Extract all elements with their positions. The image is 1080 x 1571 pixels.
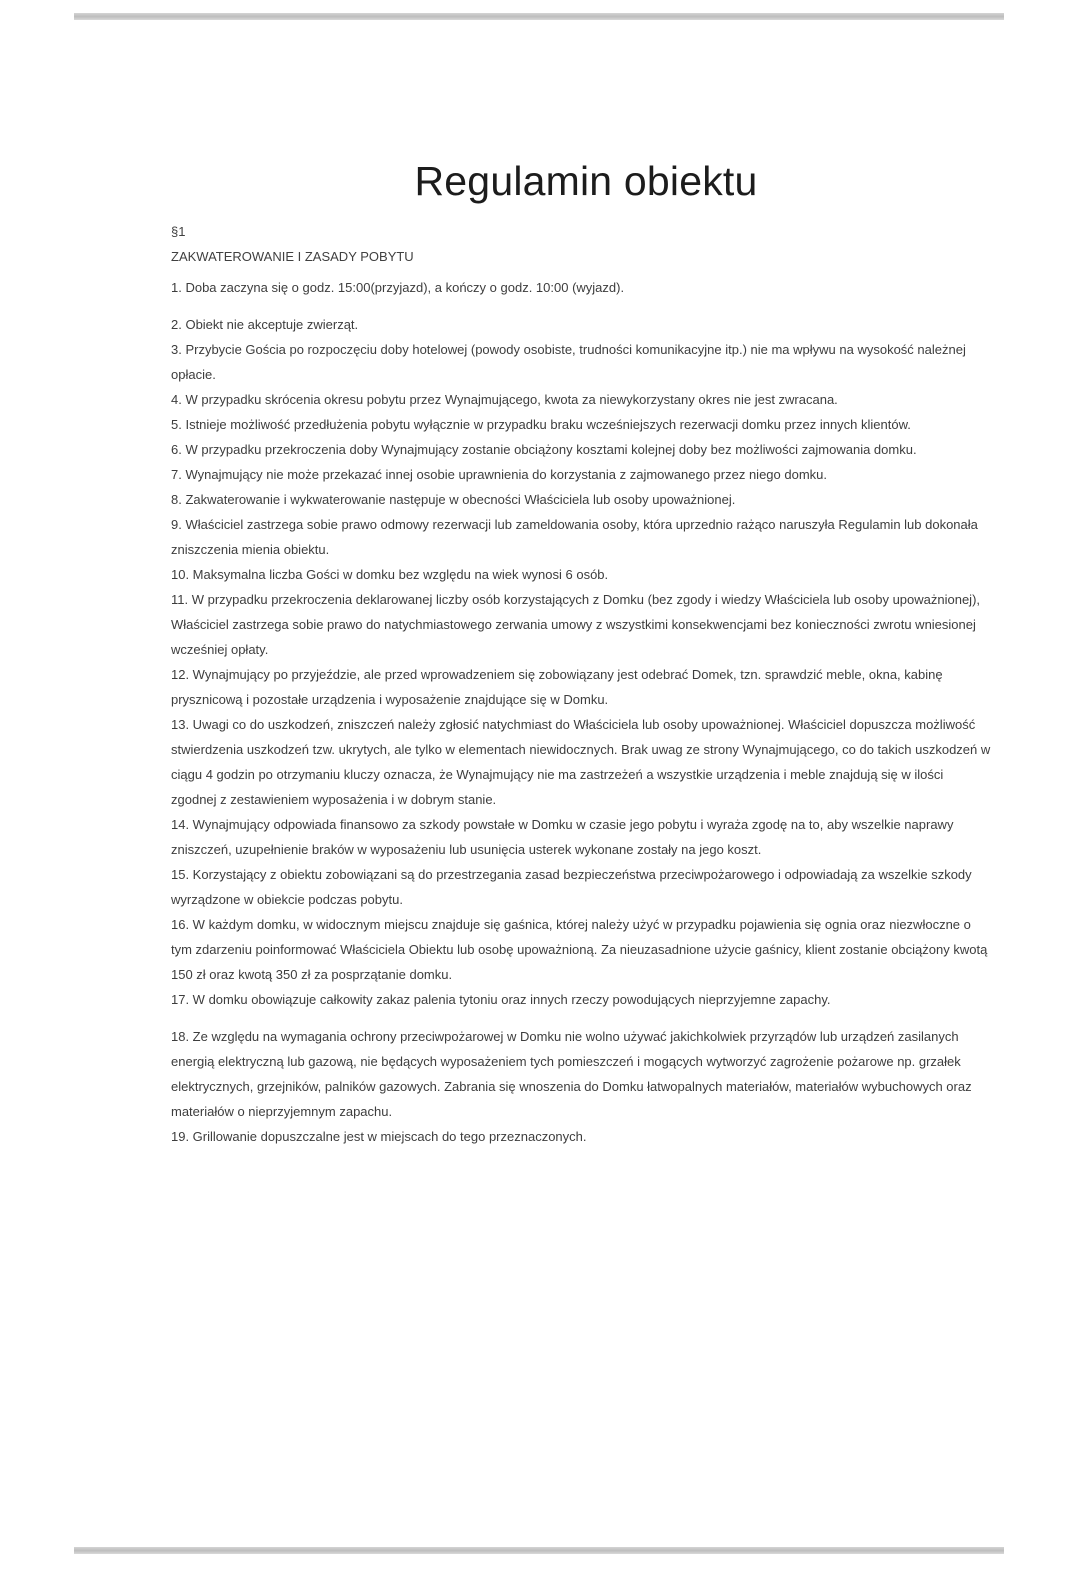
rule-item-10: 10. Maksymalna liczba Gości w domku bez względu na wiek wynosi 6 osób. [171,567,609,582]
rule-item-1: 1. Doba zaczyna się o godz. 15:00(przyjazd), a kończy o godz. 10:00 (wyjazd). [171,280,625,295]
rule-item-13: 13. Uwagi co do uszkodzeń, zniszczeń należy zgłosić natychmiast do Właściciela lub osoby upoważnionej. Właściciel dopuszcza możliwość stwierdzenia uszkodzeń tzw. ukrytych, ale tylko w elementach niewidocznych. Brak uwag ze strony Wynajmującego, co do takich uszkodzeń w ciągu 4 godzin po otrzymaniu kluczy oznacza, że Wynajmujący nie ma zastrzeżeń a wszystkie urządzenia i meble znajdują się w ilości zgodnej z zestawieniem wyposażenia i w dobrym stanie. [171,717,991,807]
rule-item-11: 11. W przypadku przekroczenia deklarowanej liczby osób korzystających z Domku (bez zgody i wiedzy Właściciela lub osoby upoważnionej), Właściciel zastrzega sobie prawo do natychmiastowego zerwania umowy z wszystkimi konsekwencjami bez konieczności zwrotu wniesionej wcześniej opłaty. [171,592,981,657]
rule-item-4: 4. W przypadku skrócenia okresu pobytu przez Wynajmującego, kwota za niewykorzystany okres nie jest zwracana. [171,392,838,407]
rules-list [171,275,991,1149]
document-title: Regulamin obiektu [414,158,758,204]
rule-item-8: 8. Zakwaterowanie i wykwaterowanie następuje w obecności Właściciela lub osoby upoważnionej. [171,492,736,507]
rule-item-12: 12. Wynajmujący po przyjeździe, ale przed wprowadzeniem się zobowiązany jest odebrać Domek, tzn. sprawdzić meble, okna, kabinę prysznicową i pozostałe urządzenia i wyposażenie znajdujące się w Domku. [171,667,943,707]
rule-item-3: 3. Przybycie Gościa po rozpoczęciu doby hotelowej (powody osobiste, trudności komunikacyjne itp.) nie ma wpływu na wysokość należnej opłacie. [171,342,966,382]
rule-item-7: 7. Wynajmujący nie może przekazać innej osobie uprawnienia do korzystania z zajmowanego przez niego domku. [171,467,828,482]
section-heading: ZAKWATEROWANIE I ZASADY POBYTU [171,249,414,264]
rule-item-14: 14. Wynajmujący odpowiada finansowo za szkody powstałe w Domku w czasie jego pobytu i wyraża zgodę na to, aby wszelkie naprawy zniszczeń, uzupełnienie braków w wyposażeniu lub usunięcia usterek wykonane zostały na jego koszt. [171,817,954,857]
top-page-border [74,13,1004,20]
section-number: §1 [171,224,186,239]
rule-item-19: 19. Grillowanie dopuszczalne jest w miejscach do tego przeznaczonych. [171,1129,587,1144]
document-page [171,158,991,1149]
rule-item-6: 6. W przypadku przekroczenia doby Wynajmujący zostanie obciążony kosztami kolejnej doby bez możliwości zajmowania domku. [171,442,917,457]
rule-item-15: 15. Korzystający z obiektu zobowiązani są do przestrzegania zasad bezpieczeństwa przeciwpożarowego i odpowiadają za wszelkie szkody wyrządzone w obiekcie podczas pobytu. [171,867,972,907]
rule-item-9: 9. Właściciel zastrzega sobie prawo odmowy rezerwacji lub zameldowania osoby, która uprzednio rażąco naruszyła Regulamin lub dokonała zniszczenia mienia obiektu. [171,517,978,557]
rule-item-16: 16. W każdym domku, w widocznym miejscu znajduje się gaśnica, której należy użyć w przypadku pojawienia się ognia oraz niezwłoczne o tym zdarzeniu poinformować Właściciela Obiektu lub osobę upoważnioną. Za nieuzasadnione użycie gaśnicy, klient zostanie obciążony kwotą 150 zł oraz kwotą 350 zł za posprzątanie domku. [171,917,988,982]
rule-item-5: 5. Istnieje możliwość przedłużenia pobytu wyłącznie w przypadku braku wcześniejszych rezerwacji domku przez innych klientów. [171,417,911,432]
bottom-page-border [74,1547,1004,1554]
rule-item-2: 2. Obiekt nie akceptuje zwierząt. [171,317,359,332]
rule-item-17: 17. W domku obowiązuje całkowity zakaz palenia tytoniu oraz innych rzeczy powodujących nieprzyjemne zapachy. [171,992,831,1007]
rule-item-18: 18. Ze względu na wymagania ochrony przeciwpożarowej w Domku nie wolno używać jakichkolwiek przyrządów lub urządzeń zasilanych energią elektryczną lub gazową, nie będących wyposażeniem tych pomieszczeń i mogących wytworzyć zagrożenie pożarowe np. grzałek elektrycznych, grzejników, palników gazowych. Zabrania się wnoszenia do Domku łatwopalnych materiałów, materiałów wybuchowych oraz materiałów o nieprzyjemnym zapachu. [171,1029,972,1119]
